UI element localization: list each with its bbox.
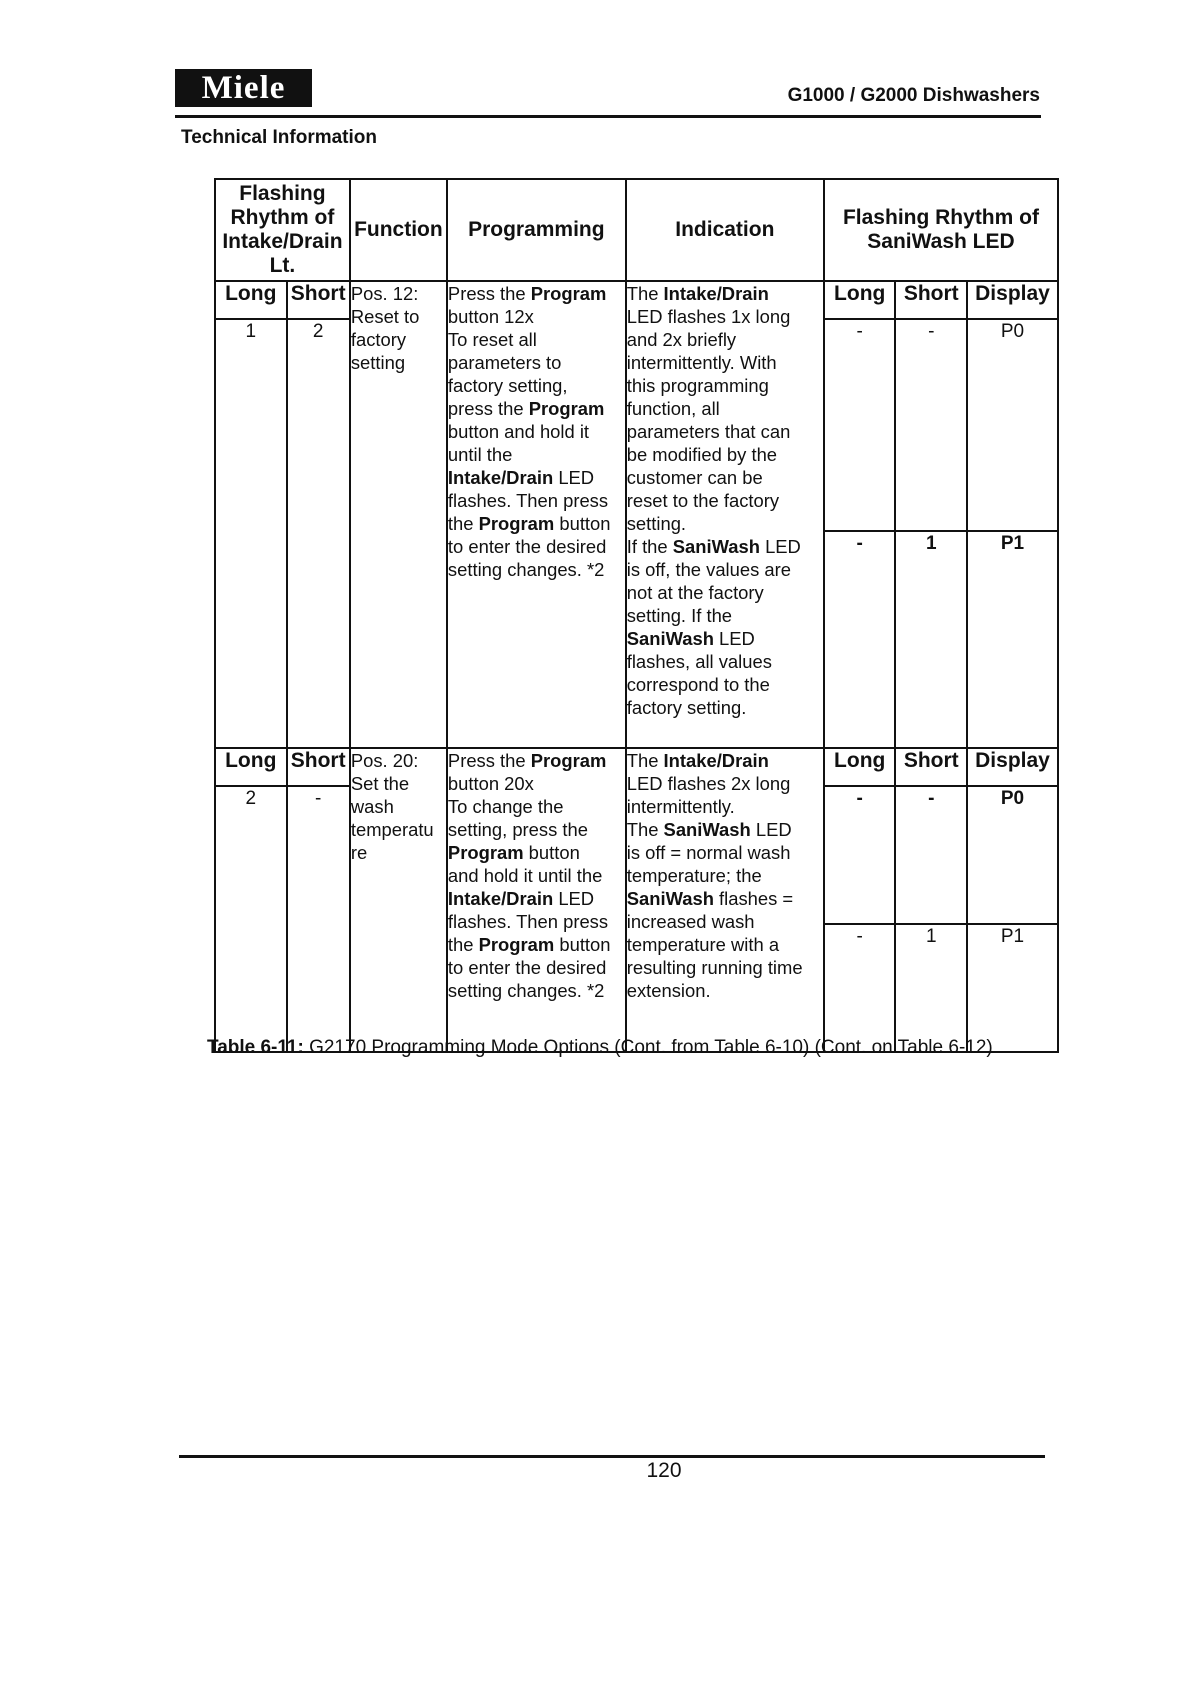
- saniwash-display-value: P1: [967, 531, 1058, 748]
- caption-label: Table 6-11:: [207, 1037, 304, 1058]
- text-line: increased wash: [626, 911, 755, 932]
- text-line: The Intake/Drain: [626, 750, 769, 771]
- text-line: Pos. 20:: [350, 750, 419, 771]
- text-line: intermittently. With: [626, 352, 777, 373]
- text-line: not at the factory: [626, 582, 764, 603]
- text-line: press the Program: [447, 398, 605, 419]
- saniwash-sub-long: Long: [824, 748, 896, 786]
- text-line: Reset to: [350, 306, 420, 327]
- text-line: the Program button: [447, 513, 611, 534]
- text-line: setting.: [626, 513, 687, 534]
- saniwash-display-value: P0: [967, 786, 1058, 924]
- saniwash-sub-short: Short: [895, 281, 967, 319]
- saniwash-short-value: -: [895, 786, 967, 924]
- sub-header-short: Short: [287, 281, 350, 319]
- text-line: parameters to: [447, 352, 562, 373]
- text-line: Press the Program: [447, 750, 607, 771]
- header-flashing-intake: Flashing Rhythm of Intake/Drain Lt.: [215, 179, 350, 281]
- sub-header-long: Long: [215, 281, 287, 319]
- header-flashing-saniwash: Flashing Rhythm of SaniWash LED: [824, 179, 1058, 281]
- logo-text: Miele: [201, 69, 286, 106]
- text-line: to enter the desired: [447, 957, 607, 978]
- table-caption: [207, 1037, 993, 1059]
- text-line: temperature; the: [626, 865, 762, 886]
- miele-logo: [175, 69, 312, 107]
- text-line: To change the: [447, 796, 564, 817]
- footer-rule: [179, 1455, 1045, 1458]
- text-line: factory setting,: [447, 375, 568, 396]
- header-rule: [175, 115, 1041, 118]
- page-number: 120: [646, 1459, 682, 1482]
- section-title: Technical Information: [181, 127, 378, 148]
- text-line: button and hold it: [447, 421, 590, 442]
- text-line: customer can be: [626, 467, 763, 488]
- text-line: function, all: [626, 398, 720, 419]
- text-line: re: [350, 842, 368, 863]
- programming-cell: [447, 748, 626, 1052]
- text-line: Pos. 12:: [350, 283, 419, 304]
- text-line: temperatu: [350, 819, 434, 840]
- programming-table: [214, 178, 1059, 1053]
- text-line: button 12x: [447, 306, 534, 327]
- text-line: resulting running time: [626, 957, 803, 978]
- caption-text: G2170 Programming Mode Options (Cont. from Table 6-10) (Cont. on Table 6-12): [303, 1037, 993, 1058]
- text-line: flashes, all values: [626, 651, 772, 672]
- text-line: extension.: [626, 980, 711, 1001]
- text-line: The SaniWash LED: [626, 819, 792, 840]
- saniwash-short-value: -: [895, 319, 967, 531]
- function-cell: [350, 281, 447, 748]
- saniwash-long-value: -: [824, 319, 896, 531]
- text-line: is off, the values are: [626, 559, 791, 580]
- text-line: and hold it until the: [447, 865, 603, 886]
- text-line: setting changes. *2: [447, 559, 605, 580]
- text-line: SaniWash LED: [626, 628, 755, 649]
- intake-short-value: 2: [287, 319, 350, 748]
- header-programming: Programming: [447, 179, 626, 281]
- text-line: Set the: [350, 773, 410, 794]
- intake-short-value: -: [287, 786, 350, 1052]
- saniwash-sub-long: Long: [824, 281, 896, 319]
- sub-header-long: Long: [215, 748, 287, 786]
- text-line: If the SaniWash LED: [626, 536, 801, 557]
- text-line: to enter the desired: [447, 536, 607, 557]
- text-line: The Intake/Drain: [626, 283, 769, 304]
- text-line: until the: [447, 444, 513, 465]
- text-line: Program button: [447, 842, 580, 863]
- text-line: button 20x: [447, 773, 534, 794]
- text-line: setting, press the: [447, 819, 588, 840]
- text-line: correspond to the: [626, 674, 770, 695]
- saniwash-long-value: -: [824, 786, 896, 924]
- document-title: G1000 / G2000 Dishwashers: [787, 85, 1040, 106]
- text-line: SaniWash flashes =: [626, 888, 794, 909]
- indication-cell: [626, 281, 824, 748]
- text-line: setting. If the: [626, 605, 733, 626]
- text-line: setting changes. *2: [447, 980, 605, 1001]
- text-line: wash: [350, 796, 394, 817]
- saniwash-sub-display: Display: [967, 281, 1058, 319]
- text-line: and 2x briefly: [626, 329, 737, 350]
- saniwash-display-value: P1: [967, 924, 1058, 1052]
- saniwash-long-value: -: [824, 924, 896, 1052]
- sub-header-row: [215, 748, 1058, 786]
- text-line: flashes. Then press: [447, 490, 609, 511]
- text-line: intermittently.: [626, 796, 735, 817]
- text-line: LED flashes 1x long: [626, 306, 791, 327]
- text-line: is off = normal wash: [626, 842, 791, 863]
- text-line: be modified by the: [626, 444, 778, 465]
- text-line: Press the Program: [447, 283, 607, 304]
- intake-long-value: 1: [215, 319, 287, 748]
- text-line: the Program button: [447, 934, 611, 955]
- programming-cell: [447, 281, 626, 748]
- header-function: Function: [350, 179, 447, 281]
- intake-long-value: 2: [215, 786, 287, 1052]
- text-line: parameters that can: [626, 421, 791, 442]
- saniwash-long-value: -: [824, 531, 896, 748]
- header-indication: Indication: [626, 179, 824, 281]
- saniwash-short-value: 1: [895, 924, 967, 1052]
- text-line: LED flashes 2x long: [626, 773, 791, 794]
- function-cell: [350, 748, 447, 1052]
- text-line: reset to the factory: [626, 490, 780, 511]
- text-line: Intake/Drain LED: [447, 888, 595, 909]
- sub-header-short: Short: [287, 748, 350, 786]
- saniwash-sub-display: Display: [967, 748, 1058, 786]
- text-line: this programming: [626, 375, 769, 396]
- text-line: To reset all: [447, 329, 537, 350]
- text-line: setting: [350, 352, 406, 373]
- text-line: temperature with a: [626, 934, 780, 955]
- saniwash-short-value: 1: [895, 531, 967, 748]
- text-line: factory setting.: [626, 697, 747, 718]
- programming-table-wrap: [214, 178, 1059, 1053]
- saniwash-display-value: P0: [967, 319, 1058, 531]
- saniwash-sub-short: Short: [895, 748, 967, 786]
- text-line: Intake/Drain LED: [447, 467, 595, 488]
- sub-header-row: [215, 281, 1058, 319]
- text-line: factory: [350, 329, 407, 350]
- text-line: flashes. Then press: [447, 911, 609, 932]
- indication-cell: [626, 748, 824, 1052]
